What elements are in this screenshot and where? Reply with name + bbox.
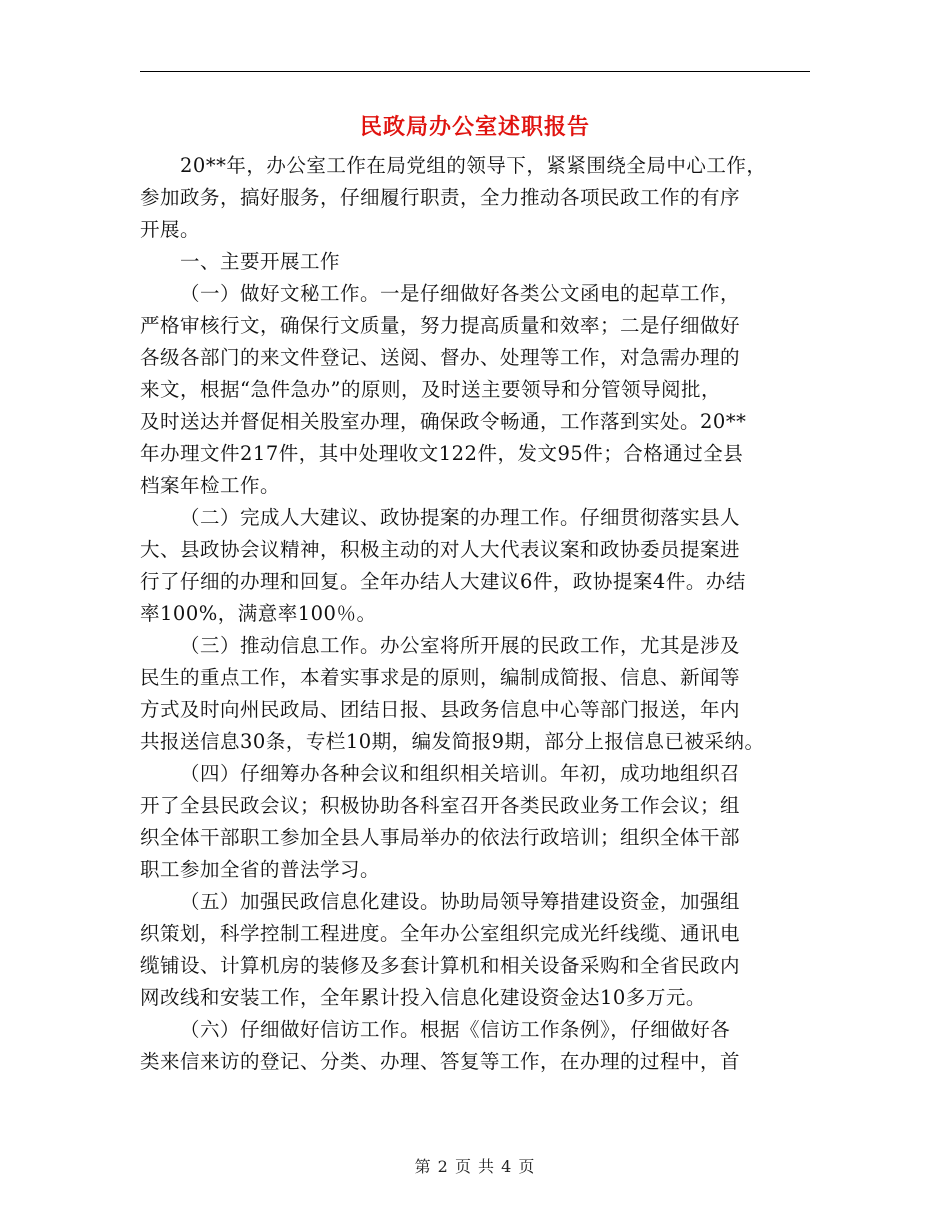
section-heading: 一、主要开展工作 [180, 250, 341, 273]
paragraph-line: 大、县政协会议精神，积极主动的对人大代表议案和政协委员提案进 [140, 538, 741, 561]
paragraph-line: 网改线和安装工作，全年累计投入信息化建设资金达10多万元。 [140, 986, 706, 1009]
paragraph-line: （一）做好文秘工作。一是仔细做好各类公文函电的起草工作， [180, 282, 741, 305]
paragraph-line: 开展。 [140, 218, 201, 241]
paragraph-line: （六）仔细做好信访工作。根据《信访工作条例》，仔细做好各 [180, 1018, 731, 1041]
paragraph-line: 类来信来访的登记、分类、办理、答复等工作，在办理的过程中，首 [140, 1050, 741, 1073]
document-title: 民政局办公室述职报告 [359, 114, 590, 140]
paragraph-line: 率100%，满意率100％。 [140, 602, 377, 625]
paragraph-line: 方式及时向州民政局、团结日报、县政务信息中心等部门报送，年内 [140, 698, 741, 721]
paragraph-line: 共报送信息30条，专栏10期，编发简报9期，部分上报信息已被采纳。 [140, 730, 765, 753]
paragraph-line: 织全体干部职工参加全县人事局举办的依法行政培训；组织全体干部 [140, 826, 741, 849]
paragraph-line: 年办理文件217件，其中处理收文122件，发文95件；合格通过全县 [140, 442, 744, 465]
header-rule [140, 71, 810, 72]
paragraph-line: 民生的重点工作，本着实事求是的原则，编制成简报、信息、新闻等 [140, 666, 741, 689]
paragraph-line: 来文，根据“急件急办”的原则，及时送主要领导和分管领导阅批， [140, 378, 721, 401]
paragraph-line: 织策划，科学控制工程进度。全年办公室组织完成光纤线缆、通讯电 [140, 922, 741, 945]
paragraph-line: 开了全县民政会议；积极协助各科室召开各类民政业务工作会议；组 [140, 794, 741, 817]
paragraph-line: （五）加强民政信息化建设。协助局领导筹措建设资金，加强组 [180, 890, 741, 913]
paragraph-line: 各级各部门的来文件登记、送阅、督办、处理等工作，对急需办理的 [140, 346, 741, 369]
paragraph-line: 参加政务，搞好服务，仔细履行职责，全力推动各项民政工作的有序 [140, 186, 741, 209]
paragraph-line: （四）仔细筹办各种会议和组织相关培训。年初，成功地组织召 [180, 762, 741, 785]
page-number: 第 2 页 共 4 页 [414, 1157, 536, 1176]
paragraph-line: （三）推动信息工作。办公室将所开展的民政工作，尤其是涉及 [180, 634, 741, 657]
paragraph-line: 行了仔细的办理和回复。全年办结人大建议6件，政协提案4件。办结 [140, 570, 746, 593]
paragraph-line: 职工参加全省的普法学习。 [140, 858, 381, 881]
document-body [140, 150, 810, 1078]
paragraph-line: 严格审核行文，确保行文质量，努力提高质量和效率；二是仔细做好 [140, 314, 741, 337]
paragraph-line: 缆铺设、计算机房的装修及多套计算机和相关设备采购和全省民政内 [140, 954, 741, 977]
paragraph-line: 档案年检工作。 [140, 474, 281, 497]
paragraph-line: 及时送达并督促相关股室办理，确保政令畅通，工作落到实处。20** [140, 410, 747, 433]
paragraph-line: （二）完成人大建议、政协提案的办理工作。仔细贯彻落实县人 [180, 506, 741, 529]
paragraph-line: 20**年，办公室工作在局党组的领导下，紧紧围绕全局中心工作， [180, 154, 767, 177]
